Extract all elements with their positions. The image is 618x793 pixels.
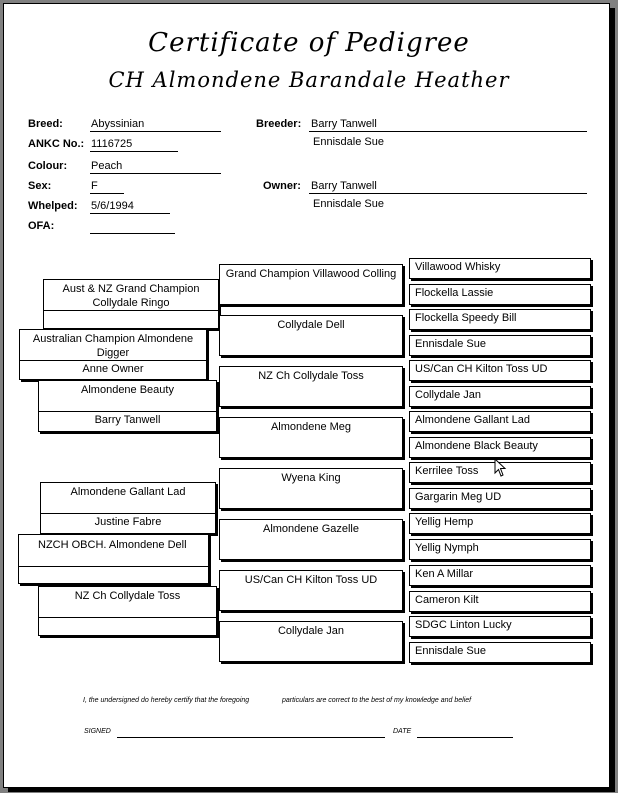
certification-statement-part1: I, the undersigned do hereby certify that the foregoing: [83, 697, 250, 704]
pedigree-box-sire-sire[interactable]: [19, 329, 207, 380]
pedigree-gen3-box[interactable]: [409, 258, 591, 279]
breeder-underline: [309, 131, 587, 132]
sire-name: Aust & NZ Grand Champion Collydale Ringo: [62, 283, 200, 309]
sex-underline: [90, 193, 124, 194]
dam-owner: Barry Tanwell: [94, 414, 161, 426]
whelped-value: 5/6/1994: [91, 200, 134, 212]
pedigree-box-dam[interactable]: [38, 380, 217, 432]
gen3-name: Cameron Kilt: [415, 594, 479, 606]
gen3-name: Almondene Black Beauty: [415, 440, 538, 452]
pedigree-gen2-box[interactable]: [219, 570, 403, 611]
pedigree-gen2-box[interactable]: [219, 468, 403, 509]
colour-value: Peach: [91, 160, 123, 172]
owner-underline: [309, 193, 587, 194]
pedigree-gen3-box[interactable]: [409, 513, 591, 534]
gen3-name: Flockella Speedy Bill: [415, 312, 517, 324]
owner-separator: [20, 360, 206, 361]
pedigree-gen3-box[interactable]: [409, 591, 591, 612]
pedigree-gen3-box[interactable]: [409, 616, 591, 637]
gen3-name: Yellig Nymph: [415, 542, 479, 554]
owner-separator: [44, 310, 218, 311]
gen2-name: Grand Champion Villawood Colling: [225, 268, 397, 280]
ankc-value: 1116725: [91, 138, 133, 150]
ofa-underline: [90, 233, 175, 234]
pedigree-box-dam-sire[interactable]: [40, 482, 216, 534]
extra-name: NZ Ch Collydale Toss: [74, 590, 181, 602]
ofa-label: OFA:: [28, 220, 55, 232]
owner-separator: [19, 566, 208, 567]
pedigree-gen2-box[interactable]: [219, 264, 403, 305]
pedigree-gen2-box[interactable]: [219, 621, 403, 662]
breeder-label: Breeder:: [256, 118, 302, 130]
certificate-title: Certificate of Pedigree: [148, 28, 470, 58]
date-line[interactable]: [417, 737, 513, 738]
dam-sire-owner: Justine Fabre: [94, 516, 162, 528]
breed-label: Breed:: [28, 118, 63, 130]
pedigree-gen3-box[interactable]: [409, 565, 591, 586]
mouse-pointer-icon: [494, 458, 507, 478]
page-shadow-bottom: [8, 787, 615, 792]
page-shadow-right: [609, 8, 615, 788]
pedigree-box-sire[interactable]: [43, 279, 219, 329]
signature-line[interactable]: [117, 737, 385, 738]
ankc-underline: [90, 151, 178, 152]
breed-underline: [90, 131, 221, 132]
gen3-name: Gargarin Meg UD: [415, 491, 502, 503]
gen3-name: Villawood Whisky: [415, 261, 501, 273]
gen3-name: Ken A Millar: [415, 568, 474, 580]
pedigree-box-dam-dam[interactable]: [18, 534, 209, 584]
owner-separator: [41, 513, 215, 514]
dam-sire-name: Almondene Gallant Lad: [70, 486, 186, 498]
pedigree-gen2-box[interactable]: [219, 417, 403, 458]
owner-separator: [39, 617, 216, 618]
gen2-name: NZ Ch Collydale Toss: [258, 370, 364, 382]
pedigree-gen3-box[interactable]: [409, 411, 591, 432]
pedigree-gen2-box[interactable]: [219, 366, 403, 407]
gen3-name: Ennisdale Sue: [415, 645, 486, 657]
gen3-name: Yellig Hemp: [415, 516, 474, 528]
gen2-name: Almondene Gazelle: [262, 523, 359, 535]
owner-separator: [39, 411, 216, 412]
pedigree-gen2-box[interactable]: [219, 315, 403, 356]
gen3-name: Flockella Lassie: [415, 287, 494, 299]
dog-name-title: CH Almondene Barandale Heather: [108, 68, 510, 92]
colour-underline: [90, 173, 221, 174]
gen2-name: Collydale Jan: [277, 625, 345, 637]
sex-value: F: [91, 180, 98, 192]
breed-value: Abyssinian: [91, 118, 145, 130]
gen2-name: Collydale Dell: [277, 319, 345, 331]
dam-name: Almondene Beauty: [81, 384, 174, 396]
breeder-name: Barry Tanwell: [311, 118, 377, 130]
pedigree-gen3-box[interactable]: [409, 539, 591, 560]
signed-label: SIGNED: [84, 728, 111, 735]
breeder-kennel: Ennisdale Sue: [313, 136, 384, 148]
pedigree-gen3-box[interactable]: [409, 309, 591, 330]
sire-sire-name: Australian Champion Almondene Digger: [32, 333, 194, 359]
sire-sire-owner: Anne Owner: [82, 363, 144, 375]
gen3-name: Collydale Jan: [415, 389, 482, 401]
pedigree-gen3-box[interactable]: [409, 360, 591, 381]
gen3-name: SDGC Linton Lucky: [415, 619, 512, 631]
gen2-name: Almondene Meg: [270, 421, 352, 433]
gen2-name: Wyena King: [281, 472, 341, 484]
pedigree-gen3-box[interactable]: [409, 386, 591, 407]
sex-label: Sex:: [28, 180, 52, 192]
ankc-label: ANKC No.:: [28, 138, 85, 150]
pedigree-gen3-box[interactable]: [409, 642, 591, 663]
owner-kennel: Ennisdale Sue: [313, 198, 384, 210]
pedigree-gen3-box[interactable]: [409, 284, 591, 305]
gen3-name: Almondene Gallant Lad: [415, 414, 530, 426]
whelped-underline: [90, 213, 170, 214]
gen3-name: US/Can CH Kilton Toss UD: [415, 363, 548, 375]
gen3-name: Kerrilee Toss: [415, 465, 479, 477]
gen3-name: Ennisdale Sue: [415, 338, 486, 350]
gen2-name: US/Can CH Kilton Toss UD: [244, 574, 378, 586]
dam-dam-name: NZCH OBCH. Almondene Dell: [38, 539, 187, 551]
whelped-label: Whelped:: [28, 200, 78, 212]
pedigree-gen3-box[interactable]: [409, 437, 591, 458]
colour-label: Colour:: [28, 160, 68, 172]
owner-label: Owner:: [263, 180, 301, 192]
pedigree-box-extra[interactable]: [38, 586, 217, 636]
certification-statement-part2: particulars are correct to the best of my knowledge and belief: [282, 697, 472, 704]
owner-name: Barry Tanwell: [311, 180, 377, 192]
pedigree-gen3-box[interactable]: [409, 335, 591, 356]
pedigree-gen3-box[interactable]: [409, 488, 591, 509]
pedigree-gen2-box[interactable]: [219, 519, 403, 560]
date-label: DATE: [393, 728, 412, 735]
